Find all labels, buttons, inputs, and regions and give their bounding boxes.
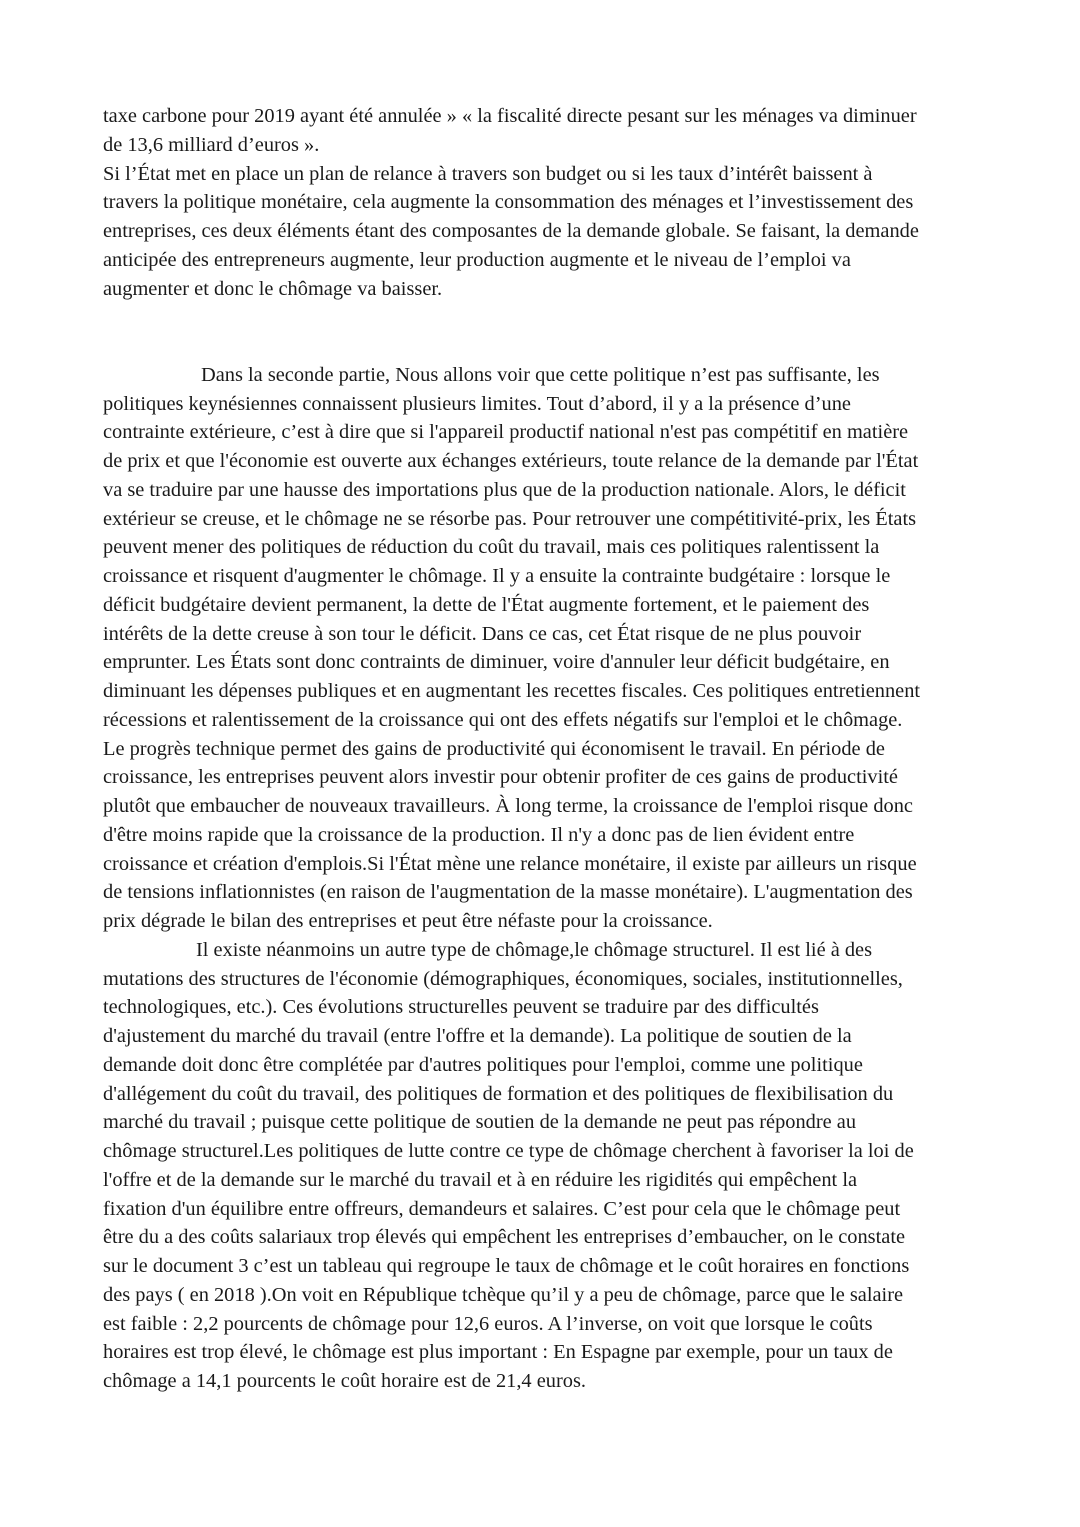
text-line: extérieur se creuse, et le chômage ne se résorbe pas. Pour retrouver une compétitivité-prix, les États: [103, 507, 917, 530]
text-line: Dans la seconde partie, Nous allons voir que cette politique n’est pas suffisante, les: [201, 363, 880, 386]
text-line: est faible : 2,2 pourcents de chômage pour 12,6 euros. A l’inverse, on voit que lorsque le coûts: [103, 1312, 873, 1335]
text-line: diminuant les dépenses publiques et en augmentant les recettes fiscales. Ces politiques entretiennent: [103, 680, 921, 702]
text-line: demande doit donc être complétée par d'autres politiques pour l'emploi, comme une politique: [103, 1053, 863, 1076]
text-line: Si l’État met en place un plan de relance à travers son budget ou si les taux d’intérêt baissent à: [103, 162, 873, 185]
text-line: d'ajustement du marché du travail (entre l'offre et la demande). La politique de soutien de la: [103, 1025, 852, 1047]
text-line: d'être moins rapide que la croissance de la production. Il n'y a donc pas de lien évident entre: [103, 823, 855, 846]
text-line: chômage structurel.Les politiques de lutte contre ce type de chômage cherchent à favoriser la loi de: [103, 1140, 914, 1162]
paragraph-fiscal-relance: [103, 102, 983, 303]
text-line: des pays ( en 2018 ).On voit en République tchèque qu’il y a peu de chômage, parce que le salaire: [103, 1283, 904, 1306]
text-line: marché du travail ; puisque cette politique de soutien de la demande ne peut pas répondre au: [103, 1111, 857, 1134]
text-line: plutôt que embaucher de nouveaux travailleurs. À long terme, la croissance de l'emploi risque donc: [103, 795, 913, 817]
text-line: prix dégrade le bilan des entreprises et peut être néfaste pour la croissance.: [103, 910, 713, 932]
text-line: contrainte extérieure, c’est à dire que si l'appareil productif national n'est pas compétitif en matière: [103, 421, 909, 444]
text-line: être du a des coûts salariaux trop élevés qui empêchent les entreprises d’embaucher, on le constate: [103, 1226, 906, 1249]
text-line: fixation d'un équilibre entre offreurs, demandeurs et salaires. C’est pour cela que le chômage peut: [103, 1197, 901, 1220]
text-line: travers la politique monétaire, cela augmente la consommation des ménages et l’investissement des: [103, 191, 914, 214]
text-line: l'offre et de la demande sur le marché du travail et à en réduire les rigidités qui empêchent la: [103, 1168, 858, 1191]
text-line: emprunter. Les États sont donc contraints de diminuer, voire d'annuler leur déficit budgétaire, en: [103, 651, 890, 674]
document-page: [103, 102, 983, 1396]
text-line: croissance et risquent d'augmenter le chômage. Il y a ensuite la contrainte budgétaire : lorsque le: [103, 565, 891, 587]
text-line: de tensions inflationnistes (en raison de l'augmentation de la masse monétaire). L'augmentation des: [103, 881, 913, 904]
text-line: intérêts de la dette creuse à son tour le déficit. Dans ce cas, cet État risque de ne plus pouvoir: [103, 622, 862, 645]
text-line: croissance et création d'emplois.Si l'État mène une relance monétaire, il existe par ailleurs un risque: [103, 852, 917, 875]
text-line: croissance, les entreprises peuvent alors investir pour obtenir profiter de ces gains de productivité: [103, 766, 898, 789]
text-line: va se traduire par une hausse des importations plus que de la production nationale. Alors, le déficit: [103, 478, 906, 501]
text-line: politiques keynésiennes connaissent plusieurs limites. Tout d’abord, il y a la présence d’une: [103, 392, 851, 415]
text-line: récessions et ralentissement de la croissance qui ont des effets négatifs sur l'emploi et le chômage.: [103, 708, 903, 731]
text-line: déficit budgétaire devient permanent, la dette de l'État augmente fortement, et le paiement des: [103, 593, 870, 616]
text-line: Le progrès technique permet des gains de productivité qui économisent le travail. En période de: [103, 737, 885, 760]
text-line: de 13,6 milliard d’euros ».: [103, 133, 320, 156]
text-line: entreprises, ces deux éléments étant des composantes de la demande globale. Se faisant, la demande: [103, 220, 919, 242]
text-line: horaires est trop élevé, le chômage est plus important : En Espagne par exemple, pour un taux de: [103, 1341, 893, 1364]
text-line: anticipée des entrepreneurs augmente, leur production augmente et le niveau de l’emploi va: [103, 248, 851, 271]
text-line: sur le document 3 c’est un tableau qui regroupe le taux de chômage et le coût horaires en fonctions: [103, 1255, 910, 1277]
text-line: d'allégement du coût du travail, des politiques de formation et des politiques de flexibilisation du: [103, 1082, 894, 1105]
text-line: technologiques, etc.). Ces évolutions structurelles peuvent se traduire par des difficultés: [103, 996, 819, 1019]
text-line: augmenter et donc le chômage va baisser.: [103, 277, 443, 300]
text-line: taxe carbone pour 2019 ayant été annulée » « la fiscalité directe pesant sur les ménages va diminuer: [103, 105, 917, 127]
text-line: Il existe néanmoins un autre type de chômage,le chômage structurel. Il est lié à des: [196, 938, 873, 961]
text-line: mutations des structures de l'économie (démographiques, économiques, sociales, institutionnelles,: [103, 967, 903, 990]
paragraph-chomage-structurel: [103, 936, 983, 1396]
text-line: chômage a 14,1 pourcents le coût horaire est de 21,4 euros.: [103, 1370, 586, 1392]
paragraph-seconde-partie: [103, 361, 983, 936]
text-line: de prix et que l'économie est ouverte aux échanges extérieurs, toute relance de la demande par l'État: [103, 450, 919, 472]
text-line: peuvent mener des politiques de réduction du coût du travail, mais ces politiques ralentissent la: [103, 536, 880, 559]
